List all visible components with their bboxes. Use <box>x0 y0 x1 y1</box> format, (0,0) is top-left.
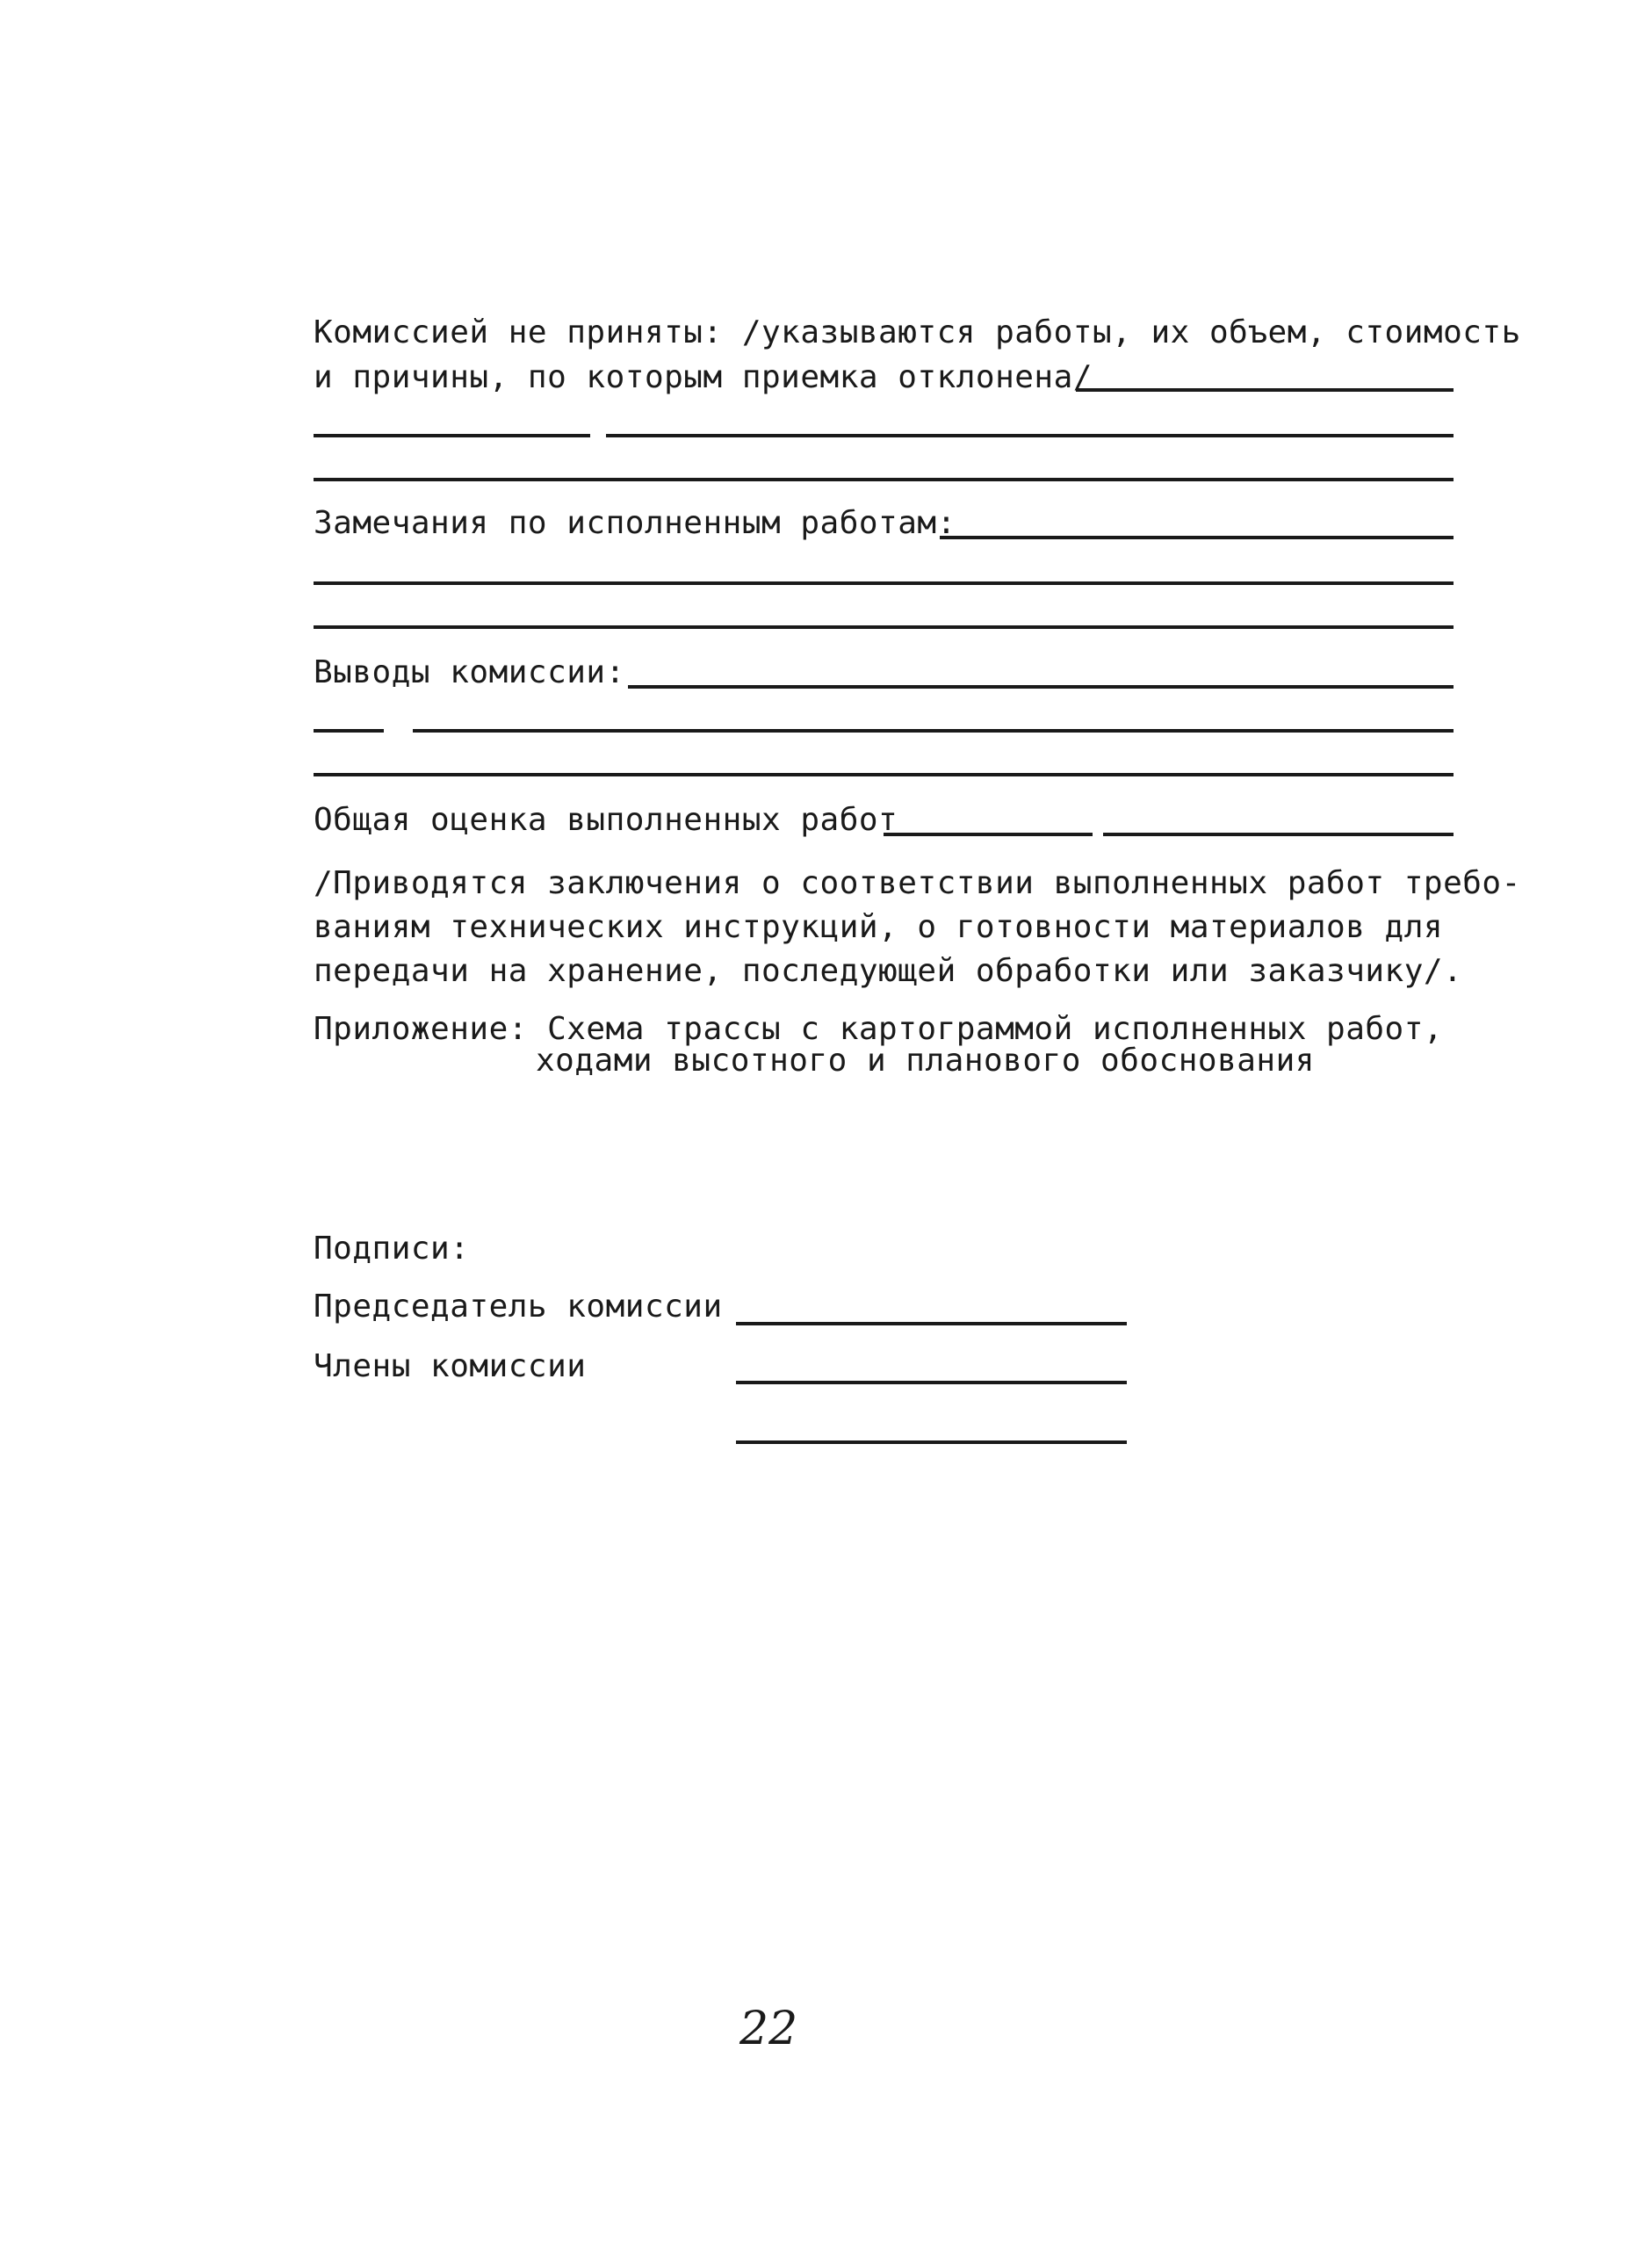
member-signature-line-2 <box>736 1440 1127 1444</box>
not-accepted-line-1: Комиссией не приняты: /указываются работы, их объем, стоимость <box>314 314 1521 350</box>
chairman-signature-line <box>736 1322 1127 1325</box>
fill-line <box>606 434 1454 437</box>
fill-line <box>628 685 1454 689</box>
fill-line <box>314 434 590 437</box>
fill-line <box>314 773 1454 776</box>
assessment-label: Общая оценка выполненных работ <box>314 802 898 838</box>
remarks-label: Замечания по исполненным работам: <box>314 505 956 541</box>
fill-line <box>1103 833 1454 836</box>
fill-line <box>314 478 1454 481</box>
chairman-label: Председатель комиссии <box>314 1289 723 1325</box>
signatures-heading: Подписи: <box>314 1231 470 1267</box>
assessment-note-line-1: /Приводятся заключения о соответствии выполненных работ требо- <box>314 865 1521 901</box>
appendix-line-1: Приложение: Схема трассы с картограммой исполненных работ, <box>314 1011 1444 1047</box>
assessment-note-line-2: ваниям технических инструкций, о готовности материалов для <box>314 909 1444 945</box>
fill-line <box>314 581 1454 585</box>
fill-line <box>314 625 1454 629</box>
page-number: 22 <box>739 2003 798 2055</box>
fill-line <box>884 833 1093 836</box>
member-signature-line-1 <box>736 1381 1127 1384</box>
fill-line <box>314 729 384 733</box>
fill-line <box>940 536 1454 539</box>
not-accepted-line-2: и причины, по которым приемка отклонена/ <box>314 359 1093 395</box>
members-label: Члены комиссии <box>314 1348 587 1384</box>
fill-line <box>413 729 1454 733</box>
appendix-line-2: ходами высотного и планового обоснования <box>536 1043 1315 1079</box>
fill-line <box>1076 388 1454 392</box>
assessment-note-line-3: передачи на хранение, последующей обработки или заказчику/. <box>314 953 1463 989</box>
conclusions-label: Выводы комиссии: <box>314 654 625 690</box>
